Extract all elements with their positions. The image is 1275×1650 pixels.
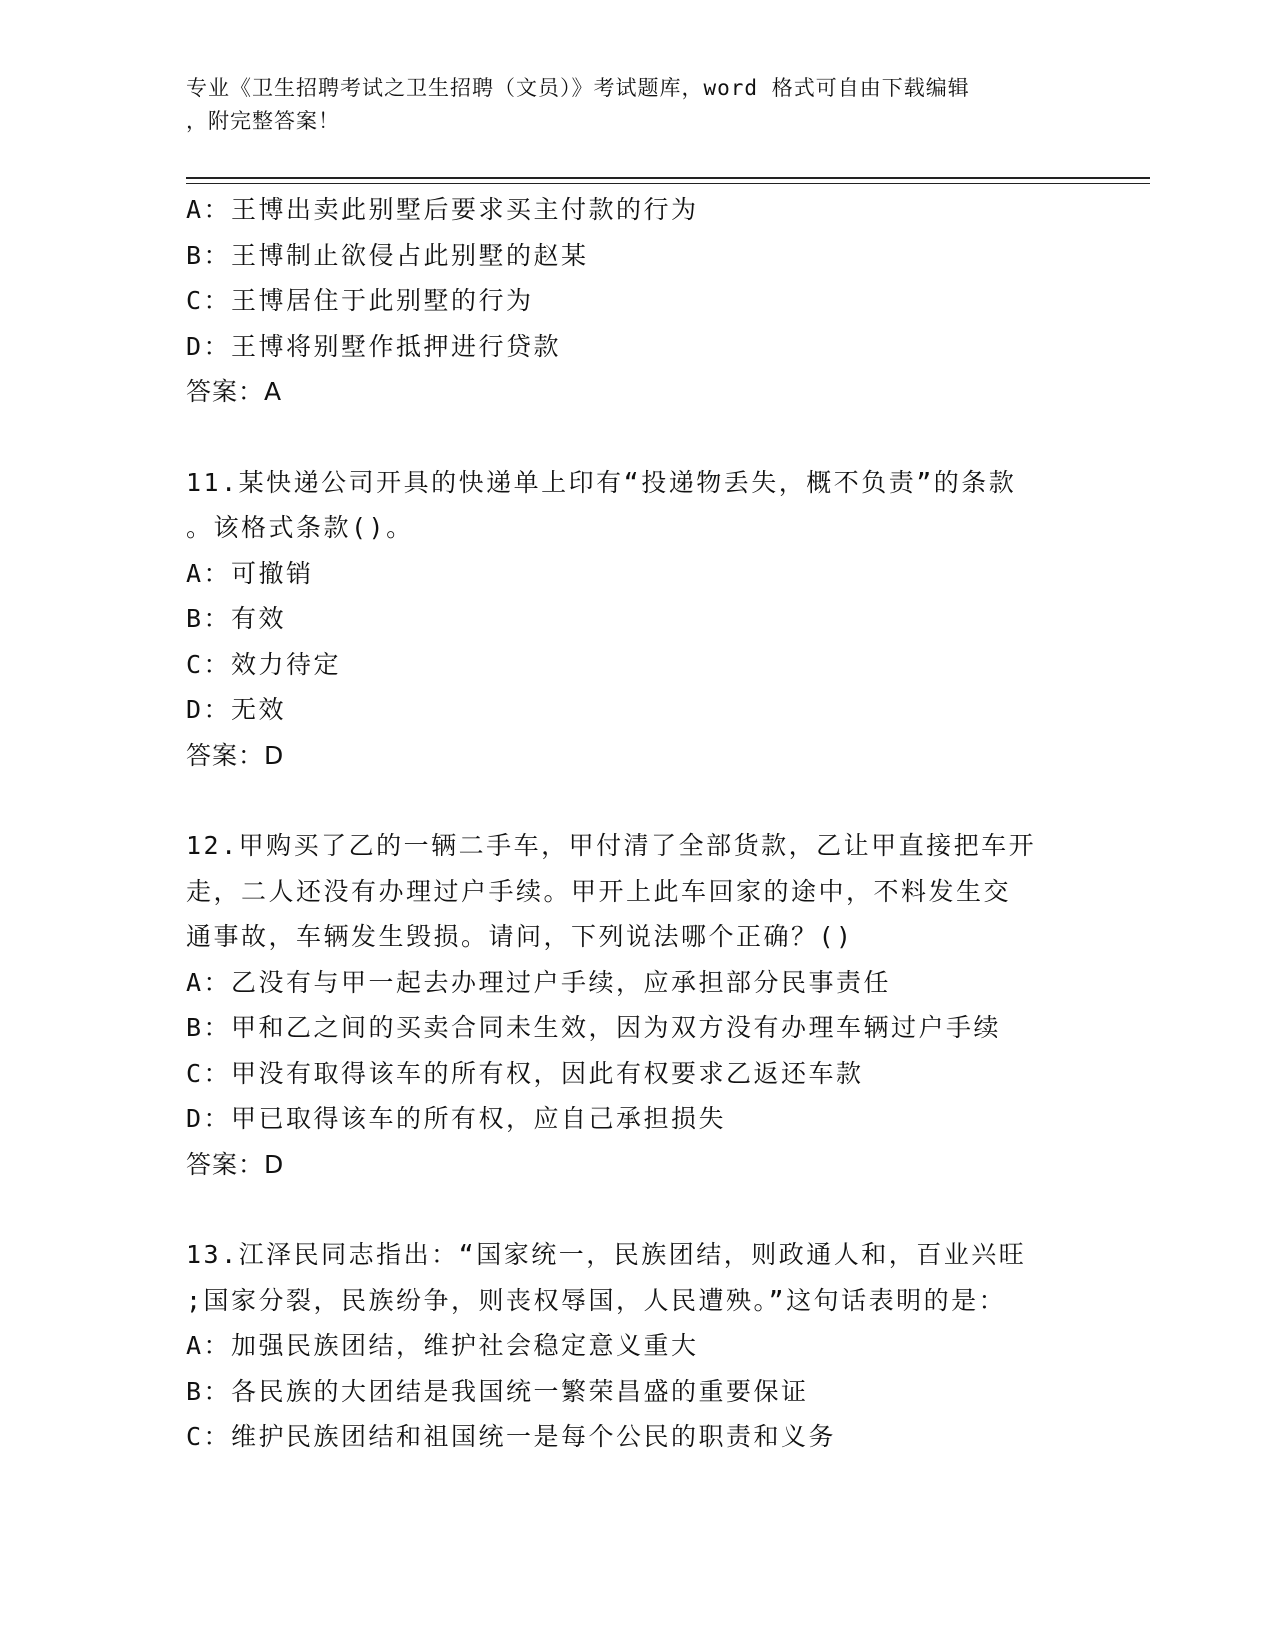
answer: 答案：A bbox=[186, 377, 283, 406]
question-stem-line: 通事故，车辆发生毁损。请问，下列说法哪个正确？() bbox=[186, 922, 854, 951]
option-d: D：无效 bbox=[186, 695, 287, 724]
document-header bbox=[186, 72, 1066, 138]
question-stem-line: ;国家分裂，民族纷争，则丧权辱国，人民遭殃。”这句话表明的是： bbox=[186, 1285, 1007, 1315]
option-a: A：乙没有与甲一起去办理过户手续，应承担部分民事责任 bbox=[186, 967, 892, 997]
option-b: B：甲和乙之间的买卖合同未生效，因为双方没有办理车辆过户手续 bbox=[186, 1013, 1002, 1042]
question-list bbox=[186, 187, 1086, 1460]
header-line-1: 专业《卫生招聘考试之卫生招聘（文员）》考试题库，word 格式可自由下载编辑 bbox=[186, 76, 970, 100]
option-b: B：王博制止欲侵占此别墅的赵某 bbox=[186, 240, 589, 270]
answer: 答案：D bbox=[186, 740, 285, 770]
option-d: D：王博将别墅作抵押进行贷款 bbox=[186, 331, 562, 361]
question-stem-line: 11.某快递公司开具的快递单上印有“投递物丢失，概不负责”的条款 bbox=[186, 467, 1017, 497]
question-stem-line: 12.甲购买了乙的一辆二手车，甲付清了全部货款，乙让甲直接把车开 bbox=[186, 831, 1037, 860]
question-stem-line: 。该格式条款()。 bbox=[186, 513, 414, 542]
header-line-2: ，附完整答案！ bbox=[186, 109, 340, 133]
header-divider-thick bbox=[186, 177, 1150, 179]
question-12 bbox=[186, 823, 1086, 1187]
spacer bbox=[186, 1187, 1086, 1232]
header-divider-thin bbox=[186, 183, 1150, 184]
spacer bbox=[186, 415, 1086, 460]
question-13 bbox=[186, 1232, 1086, 1460]
option-c: C：王博居住于此别墅的行为 bbox=[186, 286, 534, 315]
spacer bbox=[186, 778, 1086, 823]
option-a: A：王博出卖此别墅后要求买主付款的行为 bbox=[186, 195, 699, 224]
option-c: C：甲没有取得该车的所有权，因此有权要求乙返还车款 bbox=[186, 1058, 864, 1088]
question-stem-line: 13.江泽民同志指出：“国家统一，民族团结，则政通人和，百业兴旺 bbox=[186, 1240, 1027, 1269]
answer: 答案：D bbox=[186, 1149, 285, 1179]
option-a: A：可撤销 bbox=[186, 558, 314, 588]
option-d: D：甲已取得该车的所有权，应自己承担损失 bbox=[186, 1104, 727, 1133]
option-c: C：效力待定 bbox=[186, 649, 342, 679]
option-b: B：有效 bbox=[186, 604, 287, 633]
question-stem-line: 走，二人还没有办理过户手续。甲开上此车回家的途中，不料发生交 bbox=[186, 876, 1012, 906]
question-10 bbox=[186, 187, 1086, 415]
option-c: C：维护民族团结和祖国统一是每个公民的职责和义务 bbox=[186, 1422, 837, 1451]
question-11 bbox=[186, 460, 1086, 779]
option-b: B：各民族的大团结是我国统一繁荣昌盛的重要保证 bbox=[186, 1376, 809, 1406]
option-a: A：加强民族团结，维护社会稳定意义重大 bbox=[186, 1331, 699, 1360]
